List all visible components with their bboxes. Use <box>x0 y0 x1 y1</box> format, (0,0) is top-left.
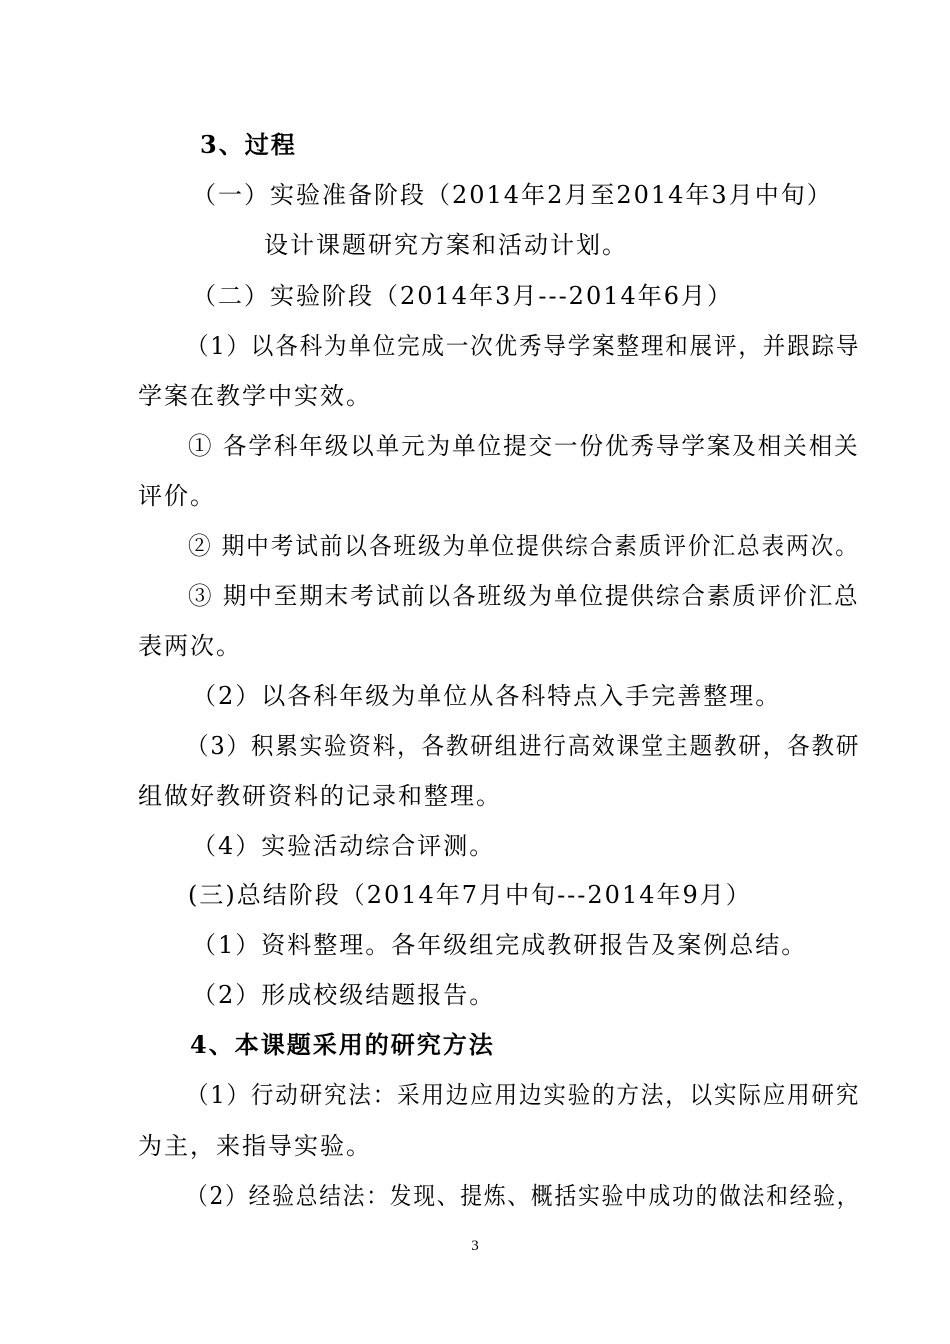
paragraph-line: （1）行动研究法：采用边应用边实验的方法，以实际应用研究 <box>186 1081 861 1109</box>
stage-three-heading: (三)总结阶段（2014年7月中旬---2014年9月） <box>188 881 752 909</box>
paragraph-line: （3）积累实验资料，各教研组进行高效课堂主题教研，各教研 <box>186 732 861 760</box>
stage-two-heading: （二）实验阶段（2014年3月---2014年6月） <box>192 282 734 310</box>
paragraph-line: 表两次。 <box>138 632 242 660</box>
paragraph-line: （2）形成校级结题报告。 <box>192 981 496 1009</box>
paragraph-line: （1）资料整理。各年级组完成教研报告及案例总结。 <box>192 931 808 959</box>
paragraph-line: 为主，来指导实验。 <box>138 1132 372 1160</box>
paragraph-line: 设计课题研究方案和活动计划。 <box>264 231 628 259</box>
section-heading-process: 3、过程 <box>200 130 297 159</box>
paragraph-line: 组做好教研资料的记录和整理。 <box>138 782 502 810</box>
paragraph-line: 学案在教学中实效。 <box>138 382 372 410</box>
paragraph-line: （4）实验活动综合评测。 <box>192 832 496 860</box>
paragraph-line: ② 期中考试前以各班级为单位提供综合素质评价汇总表两次。 <box>188 532 860 560</box>
page-number: 3 <box>471 1238 479 1254</box>
paragraph-line: （2）以各科年级为单位从各科特点入手完善整理。 <box>192 682 782 710</box>
paragraph-line: ① 各学科年级以单元为单位提交一份优秀导学案及相关相关 <box>188 432 860 460</box>
paragraph-line: （1）以各科为单位完成一次优秀导学案整理和展评，并跟踪导 <box>186 332 861 360</box>
paragraph-line: ③ 期中至期末考试前以各班级为单位提供综合素质评价汇总 <box>188 582 860 610</box>
stage-one-heading: （一）实验准备阶段（2014年2月至2014年3月中旬） <box>192 181 833 209</box>
paragraph-line: 评价。 <box>138 482 216 510</box>
section-heading-methods: 4、本课题采用的研究方法 <box>190 1030 495 1059</box>
paragraph-line: （2）经验总结法：发现、提炼、概括实验中成功的做法和经验， <box>186 1182 861 1210</box>
